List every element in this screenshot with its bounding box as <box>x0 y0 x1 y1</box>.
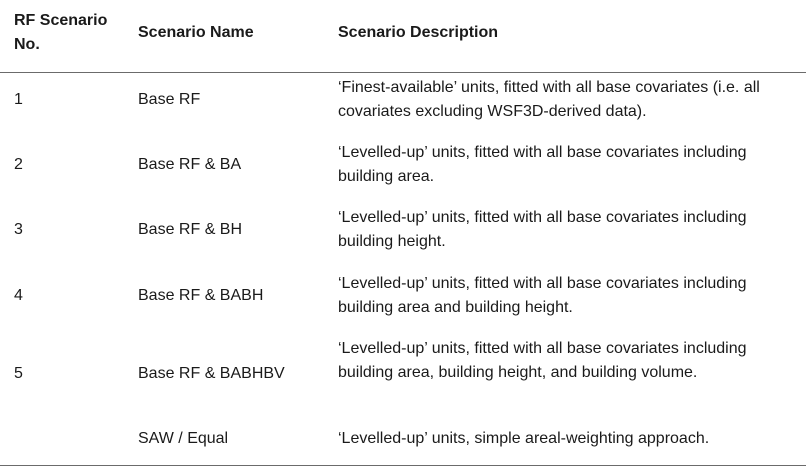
row-6-name: SAW / Equal <box>138 430 229 447</box>
row-4-name: Base RF & BABH <box>138 287 264 304</box>
row-5-description: ‘Levelled-up’ units, fitted with all base covariates including building area, building height, and building volume. <box>338 340 747 381</box>
row-2-name: Base RF & BA <box>138 156 242 173</box>
header-scenario-number: RF Scenario No. <box>14 12 108 53</box>
row-6-description: ‘Levelled-up’ units, simple areal-weighting approach. <box>338 430 710 447</box>
row-2-description: ‘Levelled-up’ units, fitted with all base covariates including building area. <box>338 144 747 185</box>
row-5-number: 5 <box>14 365 23 382</box>
row-1-number: 1 <box>14 91 23 108</box>
row-4-description: ‘Levelled-up’ units, fitted with all base covariates including building area and building height. <box>338 275 747 316</box>
row-4-number: 4 <box>14 287 23 304</box>
row-3-description: ‘Levelled-up’ units, fitted with all base covariates including building height. <box>338 209 747 250</box>
row-5-name: Base RF & BABHBV <box>138 365 285 382</box>
row-3-number: 3 <box>14 221 23 238</box>
row-2-number: 2 <box>14 156 23 173</box>
row-3-name: Base RF & BH <box>138 221 243 238</box>
header-scenario-description: Scenario Description <box>338 24 499 41</box>
row-1-name: Base RF <box>138 91 201 108</box>
table-bottom-border <box>0 465 806 466</box>
header-scenario-name: Scenario Name <box>138 24 254 41</box>
row-1-description: ‘Finest-available’ units, fitted with all base covariates (i.e. all covariates excluding WSF3D-derived data). <box>338 79 760 120</box>
header-divider <box>0 72 806 73</box>
